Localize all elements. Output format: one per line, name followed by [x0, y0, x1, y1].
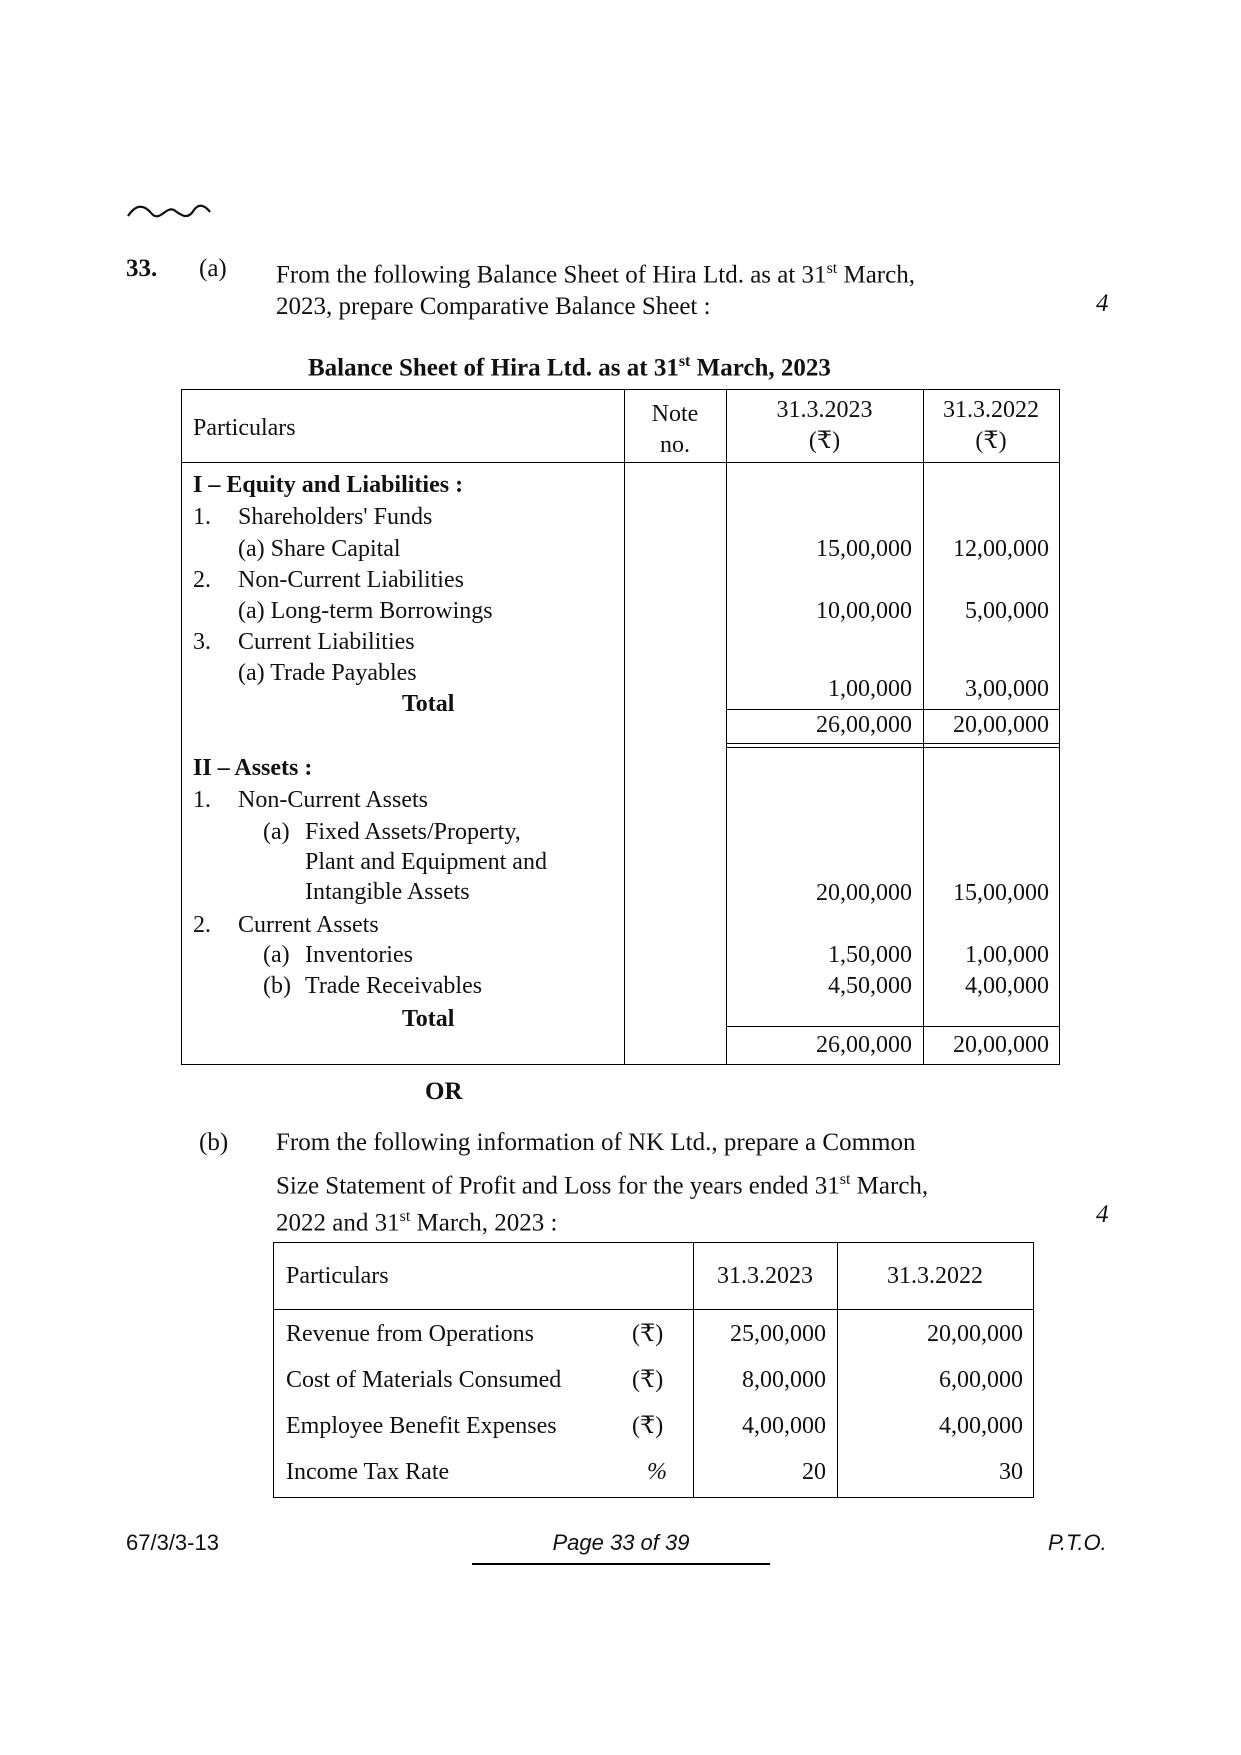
pl-row-revenue-2022: 20,00,000 [927, 1321, 1023, 1347]
pl-row-employee-2022: 4,00,000 [939, 1413, 1023, 1439]
pl-row-employee-label: Employee Benefit Expenses [286, 1413, 557, 1439]
page-number-underline [472, 1563, 770, 1565]
pl-header-2023: 31.3.2023 [717, 1263, 813, 1289]
pl-data-table [273, 1242, 1034, 1498]
question-number: 33. [126, 255, 158, 282]
pl-row-employee-2023: 4,00,000 [742, 1413, 826, 1439]
bs-total-2022-1: 20,00,000 [953, 712, 1049, 738]
part-a-marks: 4 [1096, 290, 1109, 317]
bs-nca-number: 1. [193, 787, 211, 813]
part-a-label: (a) [199, 255, 227, 282]
bs-trade-payables-label: (a) Trade Payables [238, 660, 417, 686]
part-a-text-line2: 2023, prepare Comparative Balance Sheet : [276, 293, 711, 320]
part-b-text-line3: 2022 and 31st March, 2023 : [276, 1208, 558, 1237]
page-number: Page 33 of 39 [552, 1530, 690, 1555]
bs-long-term-borrowings-label: (a) Long-term Borrowings [238, 598, 493, 624]
or-label: OR [425, 1078, 463, 1105]
bs-trade-receivables-2023: 4,50,000 [828, 973, 912, 999]
bs-total-2023-2: 26,00,000 [816, 1032, 912, 1058]
bs-header-note-no: no. [660, 432, 690, 458]
pl-row-revenue-unit: (₹) [632, 1321, 664, 1347]
part-b-text-line1: From the following information of NK Ltd., prepare a Common [276, 1129, 916, 1156]
part-b-marks: 4 [1096, 1201, 1109, 1228]
bs-fixed-assets-2022: 15,00,000 [953, 880, 1049, 906]
pl-row-materials-2023: 8,00,000 [742, 1367, 826, 1393]
bs-cl-number: 3. [193, 629, 211, 655]
bs-trade-receivables-label: Trade Receivables [305, 973, 483, 999]
bs-non-current-assets: Non-Current Assets [238, 787, 428, 813]
bs-share-capital-2022: 12,00,000 [953, 536, 1049, 562]
pl-row-materials-label: Cost of Materials Consumed [286, 1367, 562, 1393]
pl-header-particulars: Particulars [286, 1263, 389, 1289]
pl-row-tax-label: Income Tax Rate [286, 1459, 450, 1485]
pl-row-employee-unit: (₹) [632, 1413, 664, 1439]
bs-trade-receivables-2022: 4,00,000 [965, 973, 1049, 999]
bs-header-particulars: Particulars [193, 415, 296, 441]
bs-inventories-label: Inventories [305, 942, 413, 968]
paper-code: 67/3/3-13 [126, 1530, 219, 1555]
bs-share-capital-2023: 15,00,000 [816, 536, 912, 562]
bs-trade-payables-2022: 3,00,000 [965, 676, 1049, 702]
bs-header-note: Note [651, 401, 699, 427]
bs-share-capital-label: (a) Share Capital [238, 536, 401, 562]
bs-non-current-liabilities: Non-Current Liabilities [238, 567, 464, 593]
bs-header-2023-unit: (₹) [808, 428, 841, 454]
balance-sheet-table [181, 389, 1060, 1065]
bs-long-term-borrowings-2023: 10,00,000 [816, 598, 912, 624]
bs-header-2022: 31.3.2022 [943, 397, 1039, 423]
bs-current-liabilities: Current Liabilities [238, 629, 415, 655]
bs-long-term-borrowings-2022: 5,00,000 [965, 598, 1049, 624]
bs-fixed-assets-line2: Plant and Equipment and [305, 849, 547, 875]
balance-sheet-title: Balance Sheet of Hira Ltd. as at 31st March, 2023 [308, 353, 831, 382]
bs-header-2023: 31.3.2023 [776, 397, 873, 423]
part-b-label: (b) [199, 1129, 229, 1156]
bs-shareholders-funds: Shareholders' Funds [238, 504, 433, 530]
part-a-text-line1: From the following Balance Sheet of Hira Ltd. as at 31st March, [276, 260, 915, 289]
pl-row-tax-unit: % [647, 1459, 667, 1485]
bs-inventories-2023: 1,50,000 [828, 942, 912, 968]
bs-total-label-1: Total [402, 691, 455, 717]
bs-ca-number: 2. [193, 912, 211, 938]
pl-row-revenue-label: Revenue from Operations [286, 1321, 534, 1347]
bs-fixed-assets-2023: 20,00,000 [816, 880, 912, 906]
bs-total-label-2: Total [402, 1006, 455, 1032]
bs-trade-receivables-marker: (b) [263, 973, 291, 999]
bs-total-2022-2: 20,00,000 [953, 1032, 1049, 1058]
pl-row-tax-2022: 30 [999, 1459, 1023, 1485]
bs-sf-number: 1. [193, 504, 211, 530]
part-b-text-line2: Size Statement of Profit and Loss for the years ended 31st March, [276, 1171, 929, 1200]
pto-label: P.T.O. [1048, 1530, 1107, 1555]
squiggle-mark [126, 200, 212, 224]
pl-row-tax-2023: 20 [802, 1459, 826, 1485]
bs-fixed-assets-line1: Fixed Assets/Property, [305, 819, 521, 845]
bs-ncl-number: 2. [193, 567, 211, 593]
bs-trade-payables-2023: 1,00,000 [828, 676, 912, 702]
pl-row-materials-unit: (₹) [632, 1367, 664, 1393]
bs-current-assets: Current Assets [238, 912, 379, 938]
bs-section-equity-liabilities: I – Equity and Liabilities : [193, 472, 464, 498]
bs-total-2023-1: 26,00,000 [816, 712, 912, 738]
pl-row-materials-2022: 6,00,000 [939, 1367, 1023, 1393]
pl-row-revenue-2023: 25,00,000 [730, 1321, 826, 1347]
pl-header-2022: 31.3.2022 [887, 1263, 983, 1289]
bs-inventories-2022: 1,00,000 [965, 942, 1049, 968]
bs-fixed-assets-marker: (a) [263, 819, 290, 845]
bs-header-2022-unit: (₹) [975, 428, 1007, 454]
bs-fixed-assets-line3: Intangible Assets [305, 879, 470, 905]
bs-inventories-marker: (a) [263, 942, 290, 968]
bs-section-assets: II – Assets : [193, 755, 313, 781]
